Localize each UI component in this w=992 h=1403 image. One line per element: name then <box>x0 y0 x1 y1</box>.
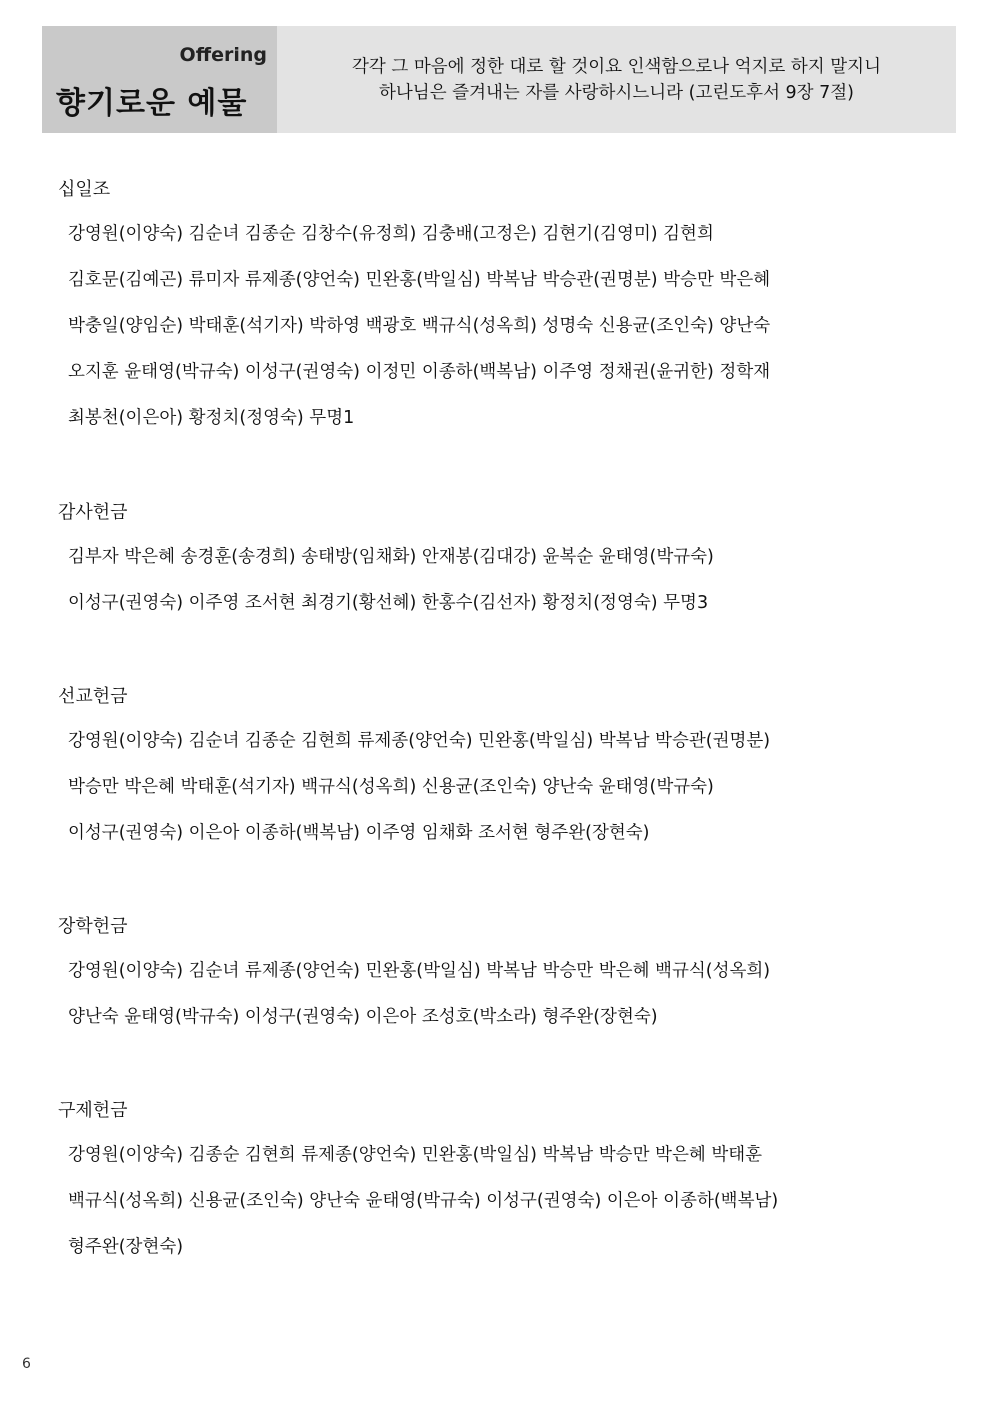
name-line: 강영원(이양숙) 김순녀 류제종(양언숙) 민완홍(박일심) 박복남 박승만 박은혜 백규식(성옥희) <box>68 961 771 981</box>
name-line: 이성구(권영숙) 이은아 이종하(백복남) 이주영 임채화 조서현 형주완(장현숙) <box>68 823 650 843</box>
section-title: 구제헌금 <box>58 1100 128 1121</box>
verse-line: 각각 그 마음에 정한 대로 할 것이요 인색함으로나 억지로 하지 말지니 <box>352 57 881 77</box>
page-number: 6 <box>22 1356 31 1372</box>
name-line: 양난숙 윤태영(박규숙) 이성구(권영숙) 이은아 조성호(박소라) 형주완(장현숙) <box>68 1007 658 1027</box>
name-line: 강영원(이양숙) 김순녀 김종순 김현희 류제종(양언숙) 민완홍(박일심) 박복남 박승관(권명분) <box>68 731 771 751</box>
name-line: 김호문(김예곤) 류미자 류제종(양언숙) 민완홍(박일심) 박복남 박승관(권명분) 박승만 박은혜 <box>68 270 771 290</box>
name-list <box>58 545 938 637</box>
name-line: 최봉천(이은아) 황정치(정영숙) 무명1 <box>68 408 355 428</box>
header-title-en: Offering <box>179 44 267 66</box>
offering-header <box>42 26 956 133</box>
name-line: 박승만 박은혜 박태훈(석기자) 백규식(성옥희) 신용균(조인숙) 양난숙 윤태영(박규숙) <box>68 777 714 797</box>
section-title: 십일조 <box>58 179 111 200</box>
name-line: 오지훈 윤태영(박규숙) 이성구(권영숙) 이정민 이종하(백복남) 이주영 정채권(윤귀한) 정학재 <box>68 362 771 382</box>
name-list <box>58 1143 938 1281</box>
section-scholarship <box>58 915 938 1051</box>
section-title: 장학헌금 <box>58 916 128 937</box>
name-line: 박충일(양임순) 박태훈(석기자) 박하영 백광호 백규식(성옥희) 성명숙 신용균(조인숙) 양난숙 <box>68 316 771 336</box>
name-list <box>58 729 938 867</box>
verse-line: 하나님은 즐겨내는 자를 사랑하시느니라 (고린도후서 9장 7절) <box>378 83 855 103</box>
bible-verse <box>277 54 956 106</box>
header-title-block <box>42 26 277 133</box>
name-list <box>58 959 938 1051</box>
header-title-ko: 향기로운 예물 <box>56 86 248 121</box>
name-line: 강영원(이양숙) 김종순 김현희 류제종(양언숙) 민완홍(박일심) 박복남 박승만 박은혜 박태훈 <box>68 1145 763 1165</box>
section-thanksgiving <box>58 501 938 637</box>
name-line: 강영원(이양숙) 김순녀 김종순 김창수(유정희) 김충배(고정은) 김현기(김영미) 김현희 <box>68 224 714 244</box>
name-line: 김부자 박은혜 송경훈(송경희) 송태방(임채화) 안재봉(김대강) 윤복순 윤태영(박규숙) <box>68 547 714 567</box>
section-title: 선교헌금 <box>58 686 128 707</box>
name-line: 형주완(장현숙) <box>68 1237 184 1257</box>
name-line: 백규식(성옥희) 신용균(조인숙) 양난숙 윤태영(박규숙) 이성구(권영숙) 이은아 이종하(백복남) <box>68 1191 779 1211</box>
section-title: 감사헌금 <box>58 502 128 523</box>
name-list <box>58 222 938 452</box>
section-relief <box>58 1099 938 1281</box>
name-line: 이성구(권영숙) 이주영 조서현 최경기(황선혜) 한홍수(김선자) 황정치(정영숙) 무명3 <box>68 593 709 613</box>
section-missions <box>58 685 938 867</box>
section-tithe <box>58 178 938 452</box>
